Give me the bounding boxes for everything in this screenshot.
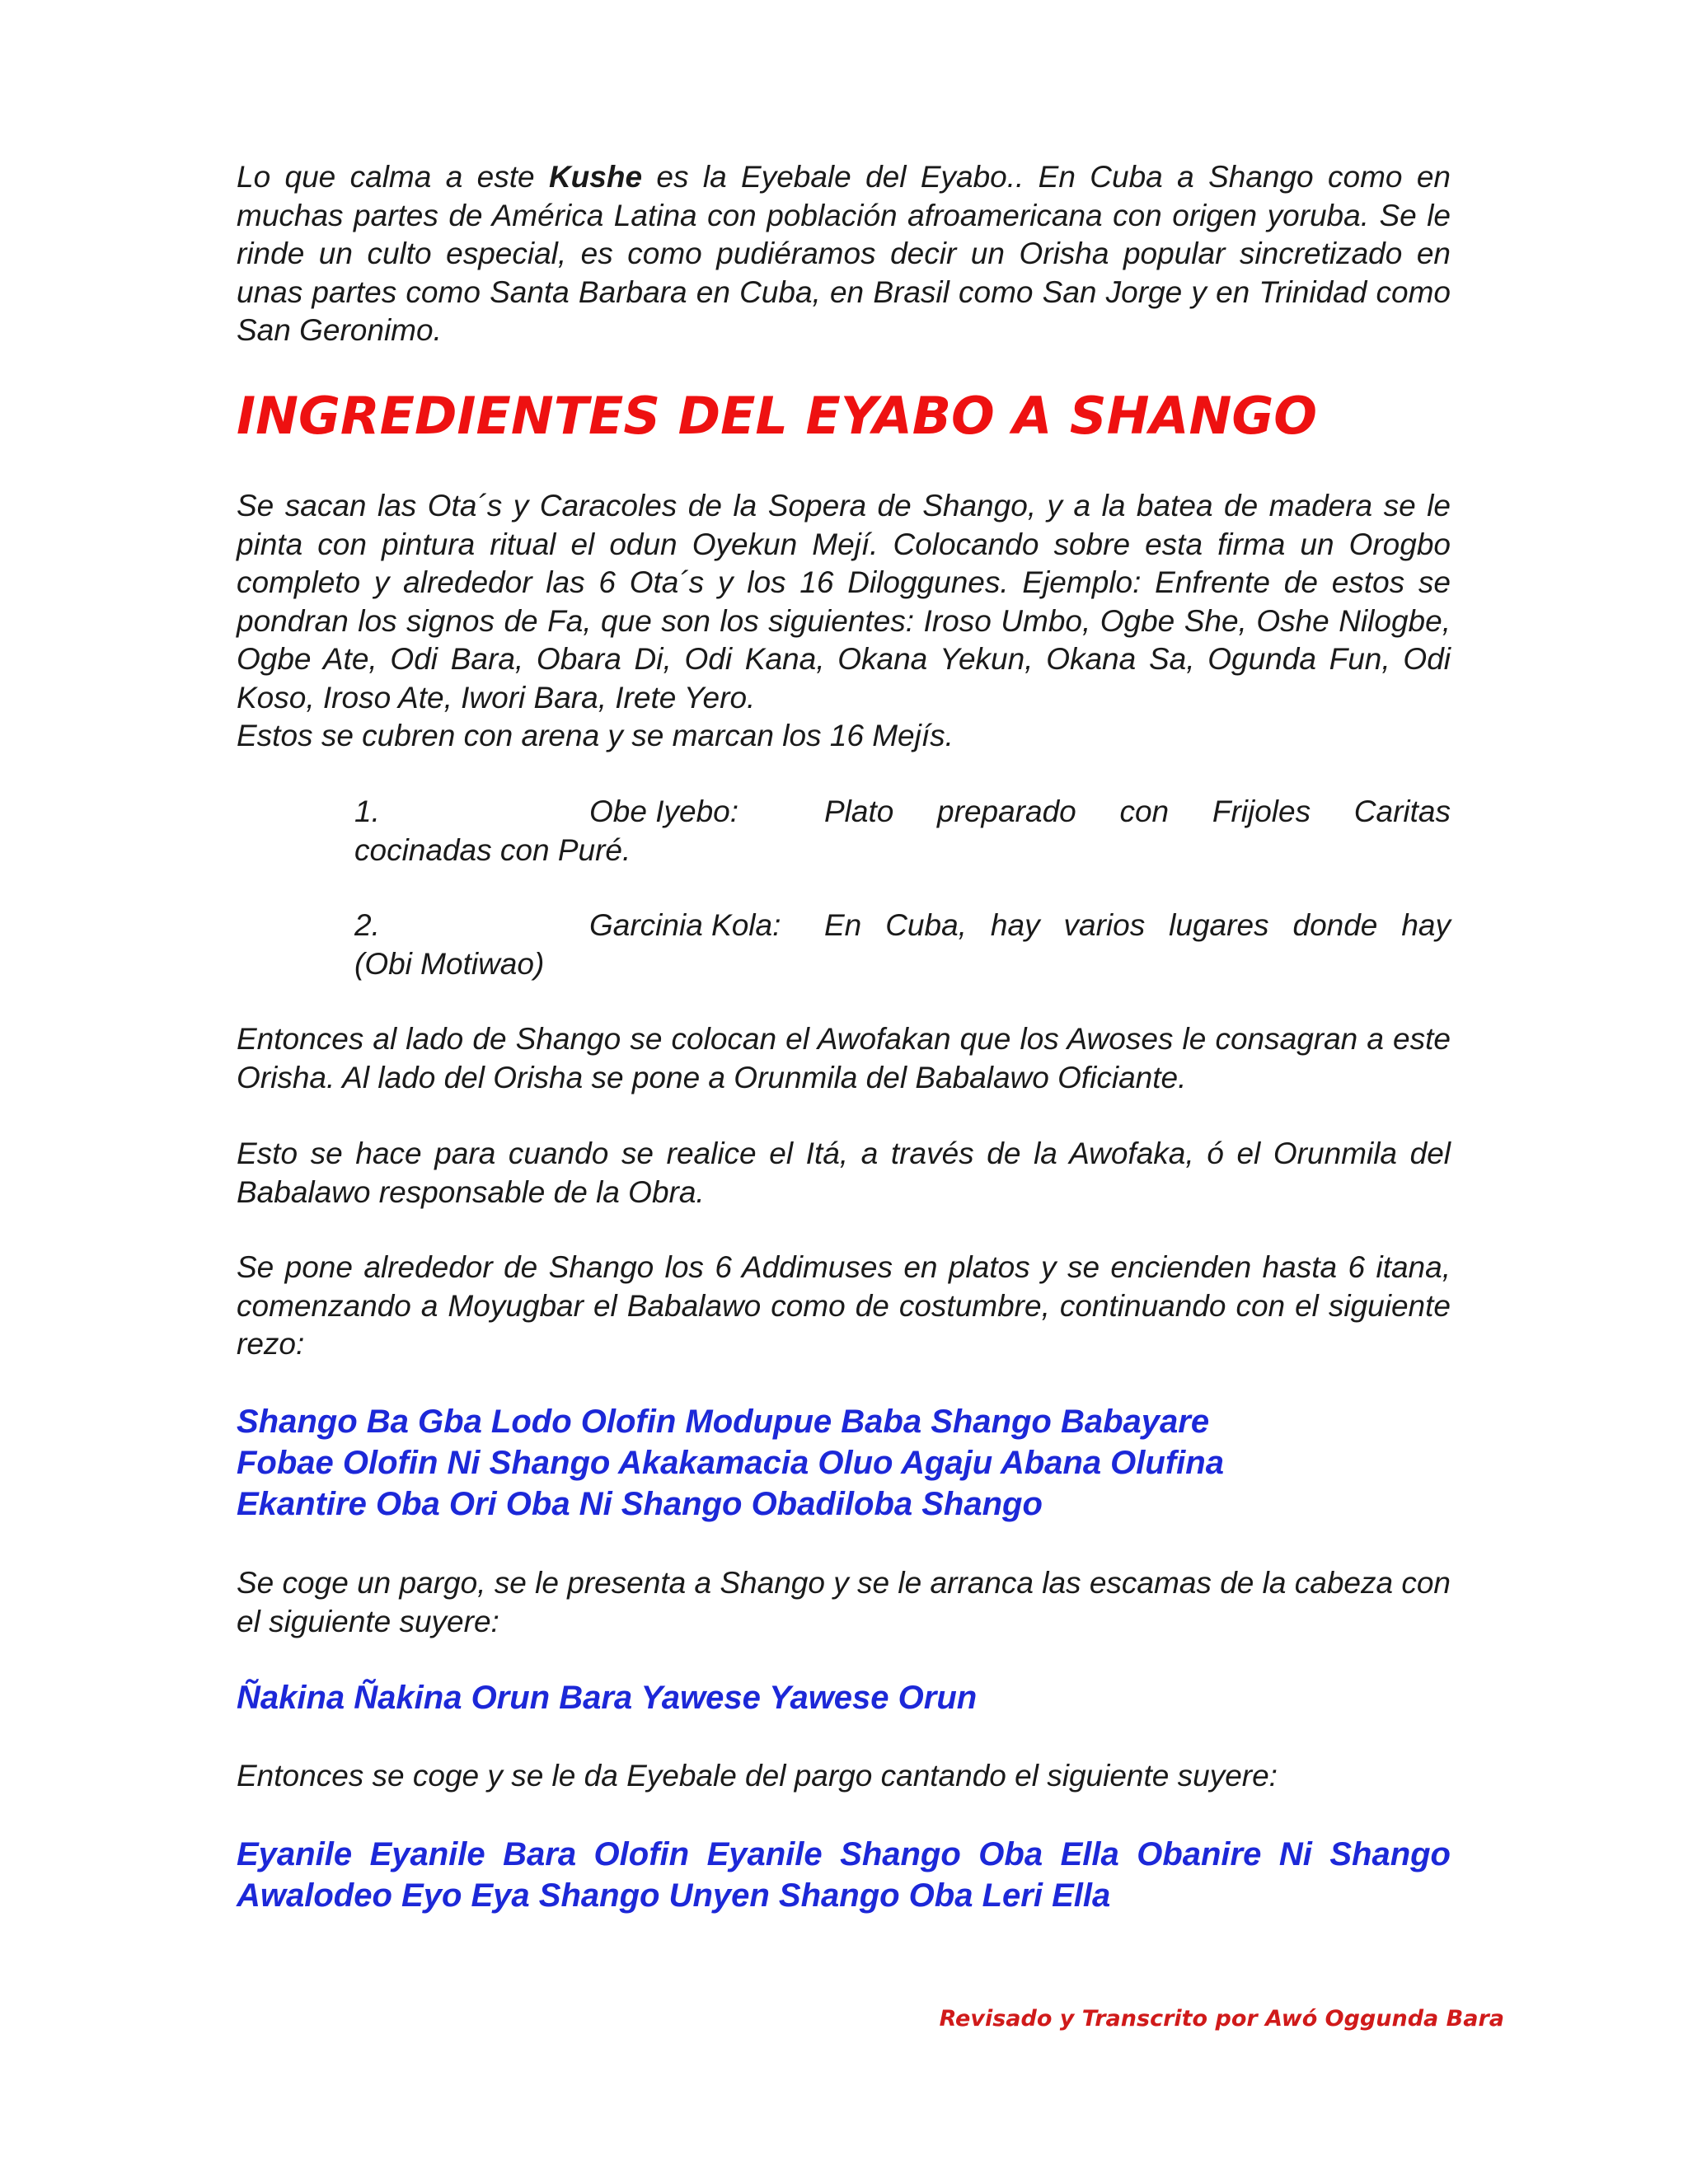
rezo-prayer [237, 1401, 1451, 1525]
list-item-continuation: cocinadas con Puré. [354, 832, 631, 867]
paragraph-addimuses: Se pone alrededor de Shango los 6 Addimuses en platos y se encienden hasta 6 itana, comenzando a Moyugbar el Babalawo como de costumbre, continuando con el siguiente rezo: [237, 1250, 1451, 1361]
list-item-text: En Cuba, hay varios lugares donde hay [824, 908, 1451, 942]
paragraph-ingredients-text: Se sacan las Ota´s y Caracoles de la Sopera de Shango, y a la batea de madera se le pinta con pintura ritual el odun Oyekun Mejí. Colocando sobre esta firma un Orogbo completo y alrededor las 6 Ota´s y los 16 Diloggunes. Ejemplo: Enfrente de estos se pondran los signos de Fa, que son los siguientes: Iroso Umbo, Ogbe She, Oshe Nilogbe, Ogbe Ate, Odi Bara, Obara Di, Odi Kana, Okana Yekun, Okana Sa, Ogunda Fun, Odi Koso, Iroso Ate, Iwori Bara, Irete Yero. [237, 489, 1451, 715]
list-item [354, 793, 1451, 869]
intro-paragraph [237, 158, 1451, 350]
paragraph-ingredients-closing: Estos se cubren con arena y se marcan los 16 Mejís. [237, 719, 954, 752]
list-item-term: Obe Iyebo: [589, 794, 739, 828]
paragraph-pargo: Se coge un pargo, se le presenta a Shango y se le arranca las escamas de la cabeza con el siguiente suyere: [237, 1566, 1451, 1638]
paragraph-ita: Esto se hace para cuando se realice el Itá, a través de la Awofaka, ó el Orunmila del Babalawo responsable de la Obra. [237, 1137, 1451, 1209]
rezo-line: Fobae Olofin Ni Shango Akakamacia Oluo Agaju Abana Olufina [237, 1445, 1224, 1481]
paragraph-ingredients [237, 487, 1451, 756]
intro-text-start: Lo que calma a este [237, 160, 549, 194]
rezo-line: Shango Ba Gba Lodo Olofin Modupue Baba Shango Babayare [237, 1404, 1210, 1440]
list-item-text: Plato preparado con Frijoles Caritas [824, 794, 1451, 828]
section-heading: INGREDIENTES DEL EYABO A SHANGO [237, 386, 1317, 446]
list-item-term: Garcinia Kola: [589, 908, 781, 942]
list-item-continuation: (Obi Motiwao) [354, 946, 545, 981]
paragraph-eyebale: Entonces se coge y se le da Eyebale del pargo cantando el siguiente suyere: [237, 1759, 1278, 1793]
footer-credit: Revisado y Transcrito por Awó Oggunda Bara [939, 2006, 1504, 2032]
list-item-number: 2. [354, 908, 380, 942]
intro-bold-term: Kushe [548, 160, 643, 194]
rezo-line: Ekantire Oba Ori Oba Ni Shango Obadiloba Shango [237, 1486, 1043, 1522]
intro-text-end: es la Eyebale del Eyabo.. En Cuba a Shango como en muchas partes de América Latina con población afroamericana con origen yoruba. Se le rinde un culto especial, es como pudiéramos decir un Orisha popular sincretizado en unas partes como Santa Barbara en Cuba, en Brasil como San Jorge y en Trinidad como San Geronimo. [237, 160, 1451, 347]
suyere-chant-1: Ñakina Ñakina Orun Bara Yawese Yawese Orun [237, 1680, 978, 1716]
suyere-chant-2: Eyanile Eyanile Bara Olofin Eyanile Shango Oba Ella Obanire Ni Shango Awalodeo Eyo Eya Shango Unyen Shango Oba Leri Ella [237, 1836, 1451, 1914]
list-item [354, 907, 1451, 983]
list-item-number: 1. [354, 794, 380, 828]
paragraph-awofakan: Entonces al lado de Shango se colocan el Awofakan que los Awoses le consagran a este Orisha. Al lado del Orisha se pone a Orunmila del Babalawo Oficiante. [237, 1022, 1451, 1094]
